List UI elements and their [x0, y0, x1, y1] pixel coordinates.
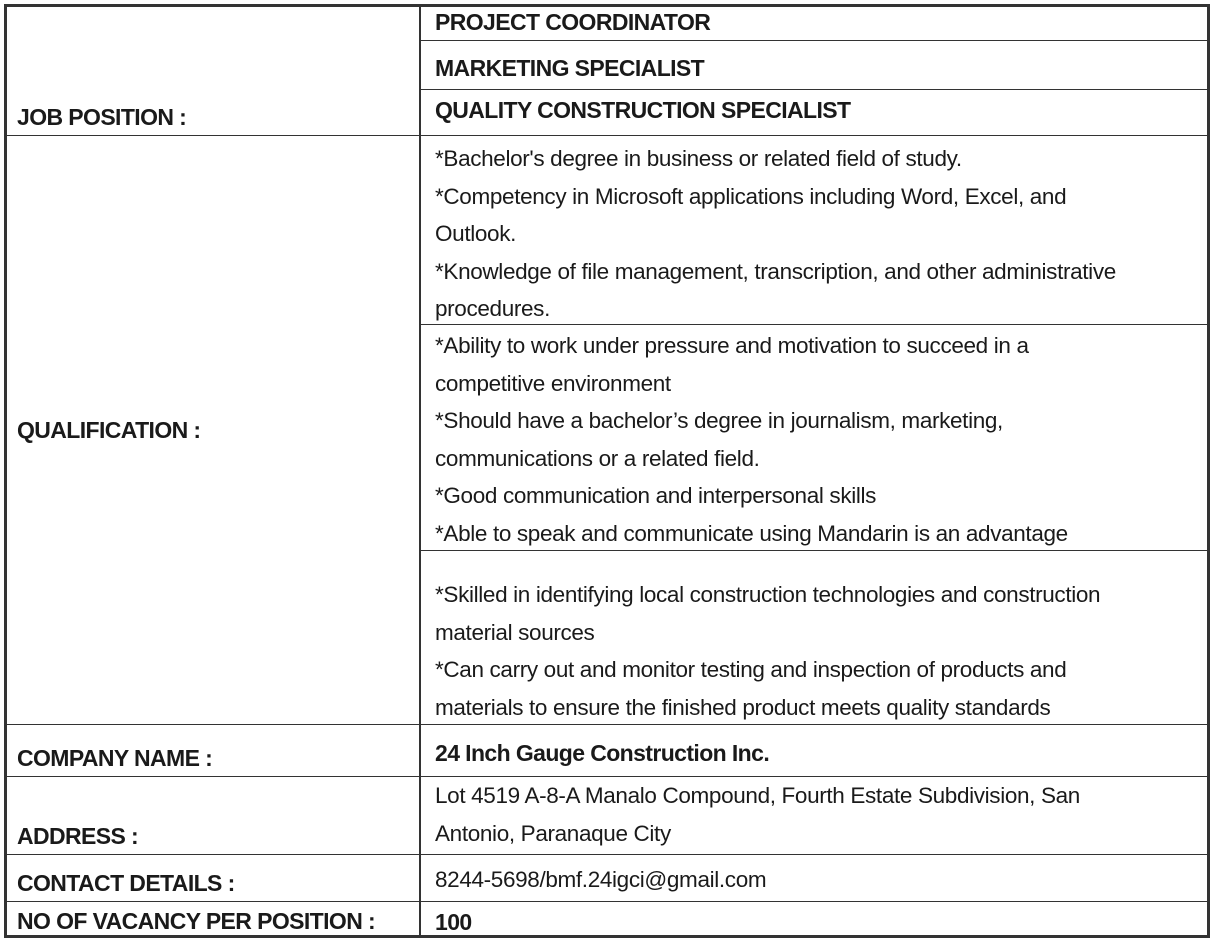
- qualification-line: *Skilled in identifying local construction technologies and construction: [435, 582, 1101, 607]
- position-marketing-specialist: MARKETING SPECIALIST: [421, 41, 1207, 90]
- contact-details-label: CONTACT DETAILS :: [7, 855, 421, 901]
- company-name-label: COMPANY NAME :: [7, 725, 421, 776]
- qualification-line: Outlook.: [435, 221, 516, 246]
- position-project-coordinator: PROJECT COORDINATOR: [421, 7, 1207, 41]
- address-line: Lot 4519 A-8-A Manalo Compound, Fourth Estate Subdivision, San: [435, 783, 1080, 808]
- qualification-line: *Should have a bachelor’s degree in journalism, marketing,: [435, 408, 1003, 433]
- job-position-row: [7, 7, 1207, 136]
- qualification-label: QUALIFICATION :: [7, 136, 421, 724]
- company-name-row: [7, 725, 1207, 777]
- position-quality-construction-specialist: QUALITY CONSTRUCTION SPECIALIST: [435, 97, 851, 123]
- qualification-group-3: [421, 551, 1207, 725]
- vacancy-row: [7, 902, 1207, 935]
- qualification-row: [7, 136, 1207, 725]
- contact-details-row: [7, 855, 1207, 902]
- qualification-line: procedures.: [435, 296, 550, 321]
- vacancy-label: NO OF VACANCY PER POSITION :: [7, 902, 421, 935]
- address-line: Antonio, Paranaque City: [435, 820, 671, 846]
- vacancy-value: 100: [435, 909, 472, 935]
- qualification-line: *Can carry out and monitor testing and inspection of products and: [435, 657, 1067, 682]
- qualification-line: *Competency in Microsoft applications including Word, Excel, and: [435, 183, 1067, 209]
- qualification-line: *Able to speak and communicate using Mandarin is an advantage: [435, 520, 1068, 546]
- job-position-label: JOB POSITION :: [7, 7, 421, 135]
- qualification-line: *Knowledge of file management, transcription, and other administrative: [435, 258, 1116, 284]
- address-row: [7, 777, 1207, 855]
- address-label: ADDRESS :: [7, 777, 421, 854]
- qualification-line: *Good communication and interpersonal skills: [435, 483, 877, 508]
- qualification-group-1: [421, 136, 1207, 325]
- job-posting-table: [4, 4, 1210, 938]
- qualification-line: competitive environment: [435, 370, 671, 396]
- qualification-line: materials to ensure the finished product meets quality standards: [435, 694, 1051, 720]
- qualification-line: *Bachelor's degree in business or related field of study.: [435, 146, 962, 171]
- qualification-line: *Ability to work under pressure and motivation to succeed in a: [435, 333, 1029, 358]
- company-name-value: 24 Inch Gauge Construction Inc.: [435, 740, 770, 766]
- qualification-line: communications or a related field.: [435, 445, 760, 471]
- qualification-group-2: [421, 325, 1207, 551]
- qualification-line: material sources: [435, 619, 595, 645]
- contact-details-value: 8244-5698/bmf.24igci@gmail.com: [435, 867, 767, 892]
